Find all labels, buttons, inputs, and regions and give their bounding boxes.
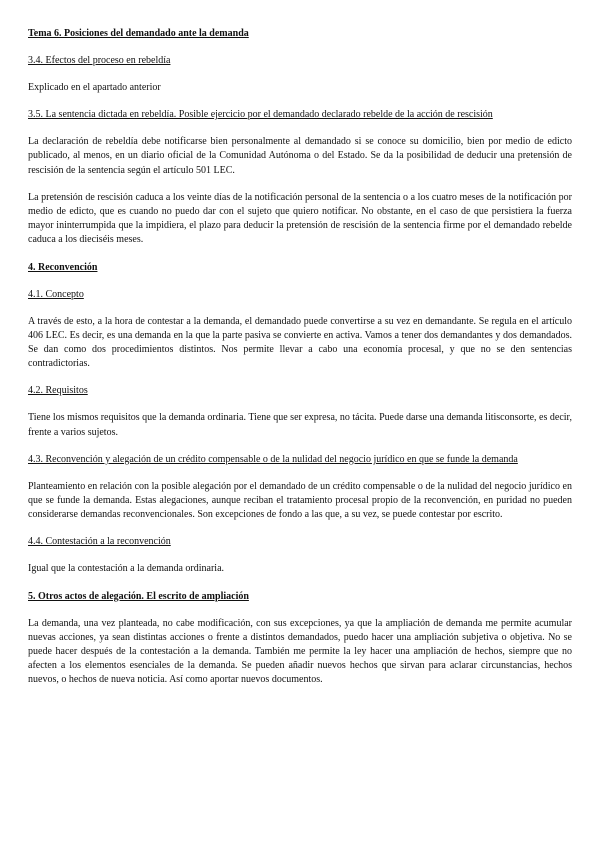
heading-5: 5. Otros actos de alegación. El escrito de ampliación bbox=[28, 590, 249, 602]
heading-4: 4. Reconvención bbox=[28, 261, 98, 273]
paragraph-4-4: Igual que la contestación a la demanda ordinaria. bbox=[28, 563, 225, 575]
heading-4-3: 4.3. Reconvención y alegación de un crédito compensable o de la nulidad del negocio jurídico en que se funde la demanda bbox=[28, 453, 518, 465]
paragraph-3-5-b: La pretensión de rescisión caduca a los veinte días de la notificación personal de la sentencia o a los cuatro meses de la notificación por medio de edicto, que es cuando no puedo dar con el sujeto que quiero notificar. No obstante, en el caso de que persistiera la fuerza mayor ininterrumpida que la impidiera, el plazo para deducir la pretensión de rescisión de la sentencia firme por el demandado rebelde caduca a los dieciséis meses. bbox=[28, 191, 572, 246]
paragraph-3-4: Explicado en el apartado anterior bbox=[28, 82, 161, 93]
paragraph-4-2: Tiene los mismos requisitos que la demanda ordinaria. Tiene que ser expresa, no tácita. Puede darse una demanda litisconsorte, es decir, frente a varios sujetos. bbox=[28, 412, 572, 438]
heading-3-4: 3.4. Efectos del proceso en rebeldía bbox=[28, 55, 171, 66]
paragraph-4-3: Planteamiento en relación con la posible alegación por el demandado de un crédito compensable o de la nulidad del negocio jurídico en que se funde la demanda. Estas alegaciones, aunque reciban el tratamiento procesal propio de la reconvención, en puridad no pueden considerarse demandas reconvencionales. Son excepciones de fondo a las que, a su vez, se puede contestar por escrito. bbox=[28, 480, 572, 521]
document-title: Tema 6. Posiciones del demandado ante la demanda bbox=[28, 28, 249, 39]
paragraph-4-1: A través de esto, a la hora de contestar a la demanda, el demandado puede convertirse a su vez en demandante. Se regula en el artículo 406 LEC. Es decir, es una demanda en la que la parte pasiva se convierte en activa. Vamos a tener dos demandantes y dos demandados. Se dan como dos procedimientos distintos. Nos permite llevar a cabo una economía procesal, y que no se den sentencias contradictorias. bbox=[28, 315, 572, 370]
paragraph-5: La demanda, una vez planteada, no cabe modificación, con sus excepciones, ya que la ampliación de demanda me permite acumular nuevas acciones, ya sean distintas acciones o frente a distintos demandados, puedo hacer una ampliación subjetiva o objetiva. No se puede hacer después de la contestación a la demanda. También me permite la ley hacer una ampliación de hechos, siempre que no afecten a los elementos esenciales de la demanda. Se pueden añadir nuevos hechos que sirvan para aclarar circunstancias, hechos nuevos, o hechos de nueva noticia. Así como aportar nuevos documentos. bbox=[28, 617, 572, 686]
paragraph-3-5-a: La declaración de rebeldía debe notificarse bien personalmente al demandado si se conoce su domicilio, bien por medio de edicto publicado, al menos, en un diario oficial de la Comunidad Autónoma o del Estado. Se da la posibilidad de deducir una pretensión de rescisión de la sentencia según el artículo 501 LEC. bbox=[28, 136, 572, 176]
heading-3-5: 3.5. La sentencia dictada en rebeldía. Posible ejercicio por el demandado declarado rebelde de la acción de rescisión bbox=[28, 109, 493, 121]
heading-4-2: 4.2. Requisitos bbox=[28, 385, 88, 397]
heading-4-4: 4.4. Contestación a la reconvención bbox=[28, 536, 171, 548]
heading-4-1: 4.1. Concepto bbox=[28, 288, 84, 300]
